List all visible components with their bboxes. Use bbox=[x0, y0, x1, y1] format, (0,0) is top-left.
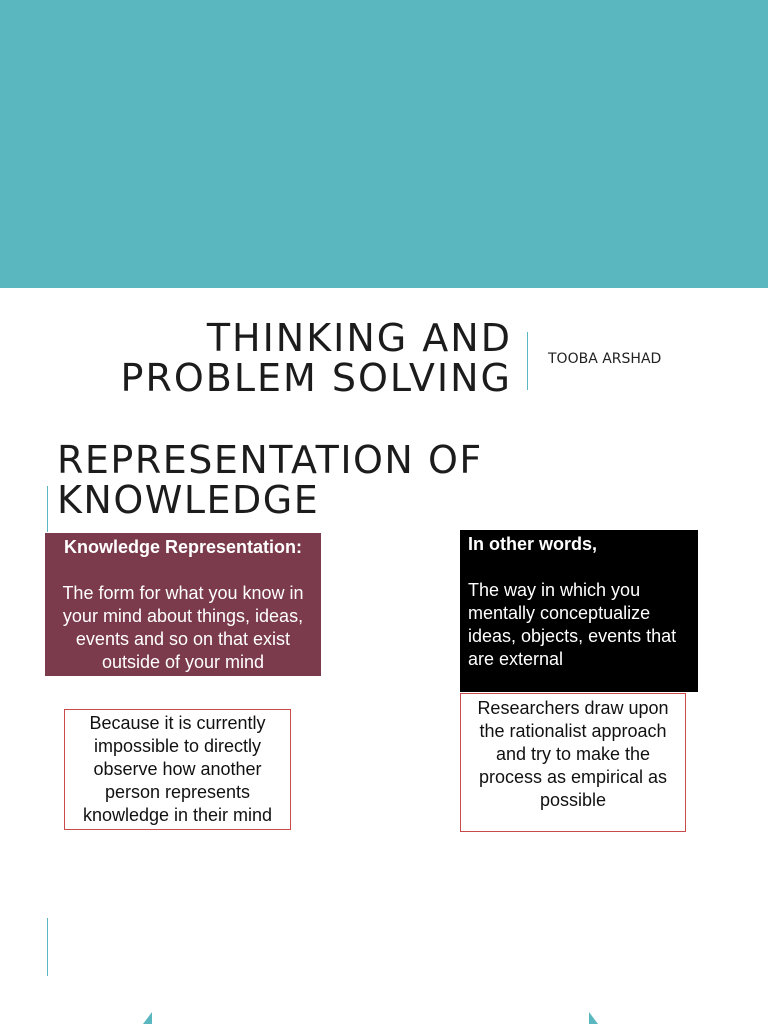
section-heading bbox=[57, 440, 617, 520]
researchers-body: Researchers draw upon the rationalist approach and try to make the process as empirical as possible bbox=[477, 698, 669, 810]
header-banner bbox=[0, 0, 768, 288]
slide-title-line-1: THINKING AND bbox=[206, 316, 512, 360]
accent-line-bottom bbox=[47, 918, 48, 976]
slide-title bbox=[60, 318, 512, 398]
slide-title-line-2: PROBLEM SOLVING bbox=[120, 356, 512, 400]
accent-line-top bbox=[47, 486, 48, 532]
other-words-box bbox=[460, 530, 698, 692]
section-heading-line-1: REPRESENTATION OF bbox=[57, 438, 483, 482]
observation-box bbox=[64, 709, 291, 830]
definition-heading: Knowledge Representation: bbox=[63, 537, 303, 557]
triangle-marker-icon bbox=[143, 1012, 152, 1024]
definition-box bbox=[45, 533, 321, 676]
other-words-body: The way in which you mentally conceptualize ideas, objects, events that are external bbox=[468, 580, 677, 669]
author-name: TOOBA ARSHAD bbox=[548, 351, 662, 367]
researchers-box bbox=[460, 693, 686, 832]
other-words-heading: In other words, bbox=[468, 534, 598, 554]
observation-body: Because it is currently impossible to directly observe how another person represents knowledge in their mind bbox=[82, 713, 273, 825]
title-divider bbox=[527, 332, 528, 390]
section-heading-line-2: KNOWLEDGE bbox=[57, 478, 320, 522]
triangle-marker-icon bbox=[589, 1012, 598, 1024]
definition-body: The form for what you know in your mind about things, ideas, events and so on that exist outside of your mind bbox=[62, 583, 304, 672]
